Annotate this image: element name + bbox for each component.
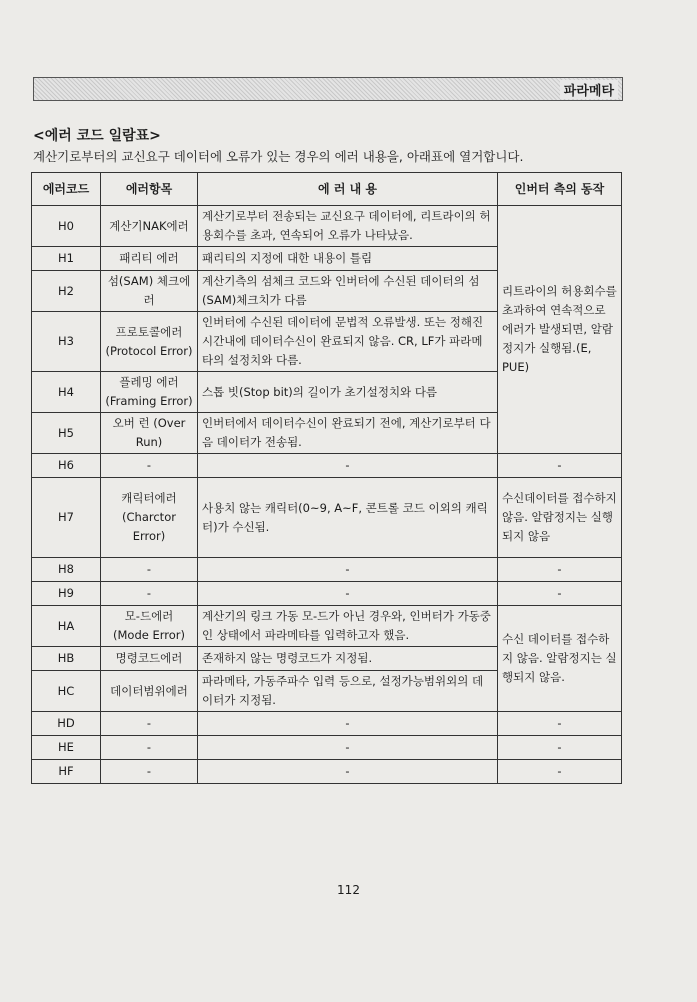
error-content: 파라메타, 가동주파수 입력 등으로, 설정가능범위외의 데이터가 지정됨. — [198, 671, 498, 712]
error-code: H9 — [32, 582, 101, 606]
header-title: 파라메타 — [560, 80, 618, 99]
error-item: - — [101, 582, 198, 606]
error-item: 패리티 에러 — [101, 247, 198, 271]
header-error-code: 에러코드 — [32, 173, 101, 206]
error-content: 계산기의 링크 가동 모-드가 아닌 경우와, 인버터가 가동중인 상태에서 파라메타를 입력하고자 했음. — [198, 606, 498, 647]
error-content: 인버터에 수신된 데이터에 문법적 오류발생. 또는 정해진 시간내에 데이터수신이 완료되지 않음. CR, LF가 파라메타의 설정치와 다름. — [198, 312, 498, 372]
header-error-item: 에러항목 — [101, 173, 198, 206]
error-item: - — [101, 712, 198, 736]
error-code: H4 — [32, 372, 101, 413]
table-row — [32, 206, 622, 247]
intro-text: 계산기로부터의 교신요구 데이터에 오류가 있는 경우의 에러 내용을, 아래표에 열거합니다. — [33, 149, 524, 164]
error-content: 인버터에서 데이터수신이 완료되기 전에, 계산기로부터 다음 데이터가 전송됨. — [198, 413, 498, 454]
error-item: 계산기NAK에러 — [101, 206, 198, 247]
inverter-action: - — [498, 736, 622, 760]
error-code: H0 — [32, 206, 101, 247]
inverter-action-group-1: 리트라이의 허용회수를 초과하여 연속적으로 에러가 발생되면, 알람정지가 실행됨.(E, PUE) — [498, 206, 622, 454]
table-row — [32, 454, 622, 478]
error-item: 섬(SAM) 체크에러 — [101, 271, 198, 312]
inverter-action: 수신데이터를 접수하지 않음. 알람정지는 실행되지 않음 — [498, 478, 622, 558]
error-item: 명령코드에러 — [101, 647, 198, 671]
error-item: - — [101, 558, 198, 582]
error-code: HD — [32, 712, 101, 736]
error-content: 존재하지 않는 명령코드가 지정됨. — [198, 647, 498, 671]
error-item: - — [101, 736, 198, 760]
error-content: 스톱 빗(Stop bit)의 길이가 초기설정치와 다름 — [198, 372, 498, 413]
error-code: H5 — [32, 413, 101, 454]
error-content: 계산기측의 섬체크 코드와 인버터에 수신된 데이터의 섬(SAM)체크치가 다름 — [198, 271, 498, 312]
error-content: - — [198, 760, 498, 784]
error-content: - — [198, 454, 498, 478]
section-title: <에러 코드 일람표> — [33, 128, 161, 144]
inverter-action: - — [498, 582, 622, 606]
error-code: H1 — [32, 247, 101, 271]
header-error-content: 에 러 내 용 — [198, 173, 498, 206]
error-content: - — [198, 582, 498, 606]
table-header-row — [32, 173, 622, 206]
table-row — [32, 582, 622, 606]
inverter-action: - — [498, 760, 622, 784]
error-item: 오버 런 (Over Run) — [101, 413, 198, 454]
error-code: H3 — [32, 312, 101, 372]
error-item: 모-드에러 (Mode Error) — [101, 606, 198, 647]
error-code: H6 — [32, 454, 101, 478]
error-code: H8 — [32, 558, 101, 582]
inverter-action: - — [498, 712, 622, 736]
table-row — [32, 606, 622, 647]
error-code: H2 — [32, 271, 101, 312]
error-item: - — [101, 454, 198, 478]
error-content: - — [198, 712, 498, 736]
inverter-action: - — [498, 454, 622, 478]
header-inverter-action: 인버터 측의 동작 — [498, 173, 622, 206]
page-number: 112 — [337, 883, 360, 897]
inverter-action-group-2: 수신 데이터를 접수하지 않음. 알람정지는 실행되지 않음. — [498, 606, 622, 712]
error-content: 패리티의 지정에 대한 내용이 틀림 — [198, 247, 498, 271]
inverter-action: - — [498, 558, 622, 582]
error-item: - — [101, 760, 198, 784]
error-content: 계산기로부터 전송되는 교신요구 데이터에, 리트라이의 허용회수를 초과, 연속되어 오류가 나타났음. — [198, 206, 498, 247]
error-code: HB — [32, 647, 101, 671]
error-item: 프로토콜에러 (Protocol Error) — [101, 312, 198, 372]
error-content: - — [198, 558, 498, 582]
section-header-bar — [33, 77, 623, 101]
error-content: 사용치 않는 캐릭터(0~9, A~F, 콘트롤 코드 이외의 캐릭터)가 수신됨. — [198, 478, 498, 558]
table-row — [32, 712, 622, 736]
error-item: 데이터범위에러 — [101, 671, 198, 712]
error-code: HC — [32, 671, 101, 712]
error-code: HF — [32, 760, 101, 784]
table-row — [32, 478, 622, 558]
error-content: - — [198, 736, 498, 760]
table-row — [32, 558, 622, 582]
error-code: H7 — [32, 478, 101, 558]
error-code: HE — [32, 736, 101, 760]
table-row — [32, 736, 622, 760]
error-item: 플레밍 에러 (Framing Error) — [101, 372, 198, 413]
error-code: HA — [32, 606, 101, 647]
table-row — [32, 760, 622, 784]
error-item: 캐릭터에러 (Charctor Error) — [101, 478, 198, 558]
error-code-table — [31, 172, 622, 784]
